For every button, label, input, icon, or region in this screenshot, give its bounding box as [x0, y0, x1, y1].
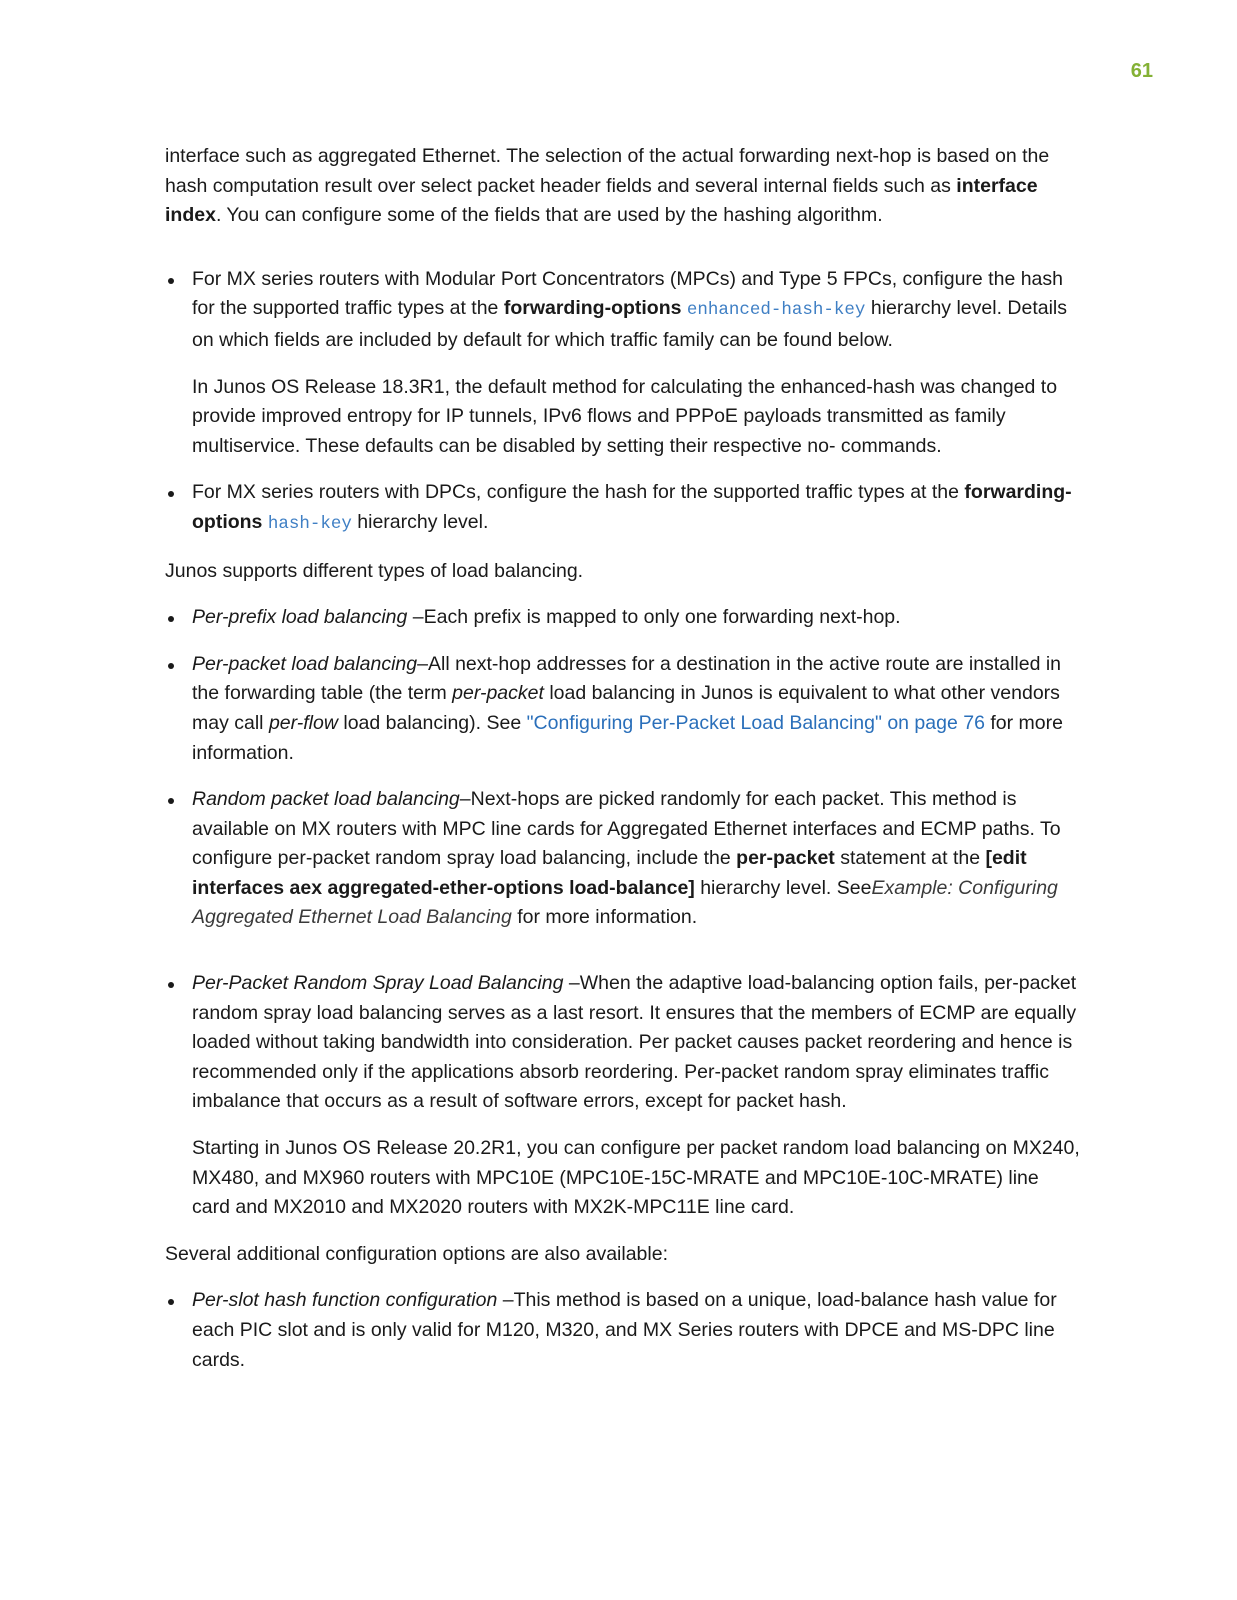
load-balancing-types-list	[165, 603, 1080, 1223]
page-content	[165, 142, 1080, 1392]
release-note-paragraph: In Junos OS Release 18.3R1, the default method for calculating the enhanced-hash was changed to provide improved entropy for IP tunnels, IPv6 flows and PPPoE payloads transmitted as family multiservice. These defaults can be disabled by setting their respective no- commands.	[192, 375, 1058, 457]
release-note-paragraph: Starting in Junos OS Release 20.2R1, you can configure per packet random load balancing on MX240, MX480, and MX960 routers with MPC10E (MPC10E-15C-MRATE and MPC10E-10C-MRATE) line card and MX2010 and MX2020 routers with MX2K-MPC11E line card.	[192, 1137, 1080, 1219]
list-item: Per-prefix load balancing –Each prefix is mapped to only one forwarding next-hop.	[165, 603, 1080, 633]
code-hash-key: hash-key	[267, 513, 352, 534]
list-item: For MX series routers with Modular Port Concentrators (MPCs) and Type 5 FPCs, configure the hash for the supported traffic types at the forwarding-options enhanced-hash-key hierarchy level. Details on which fields are included by default for which traffic family can be found below. In Junos OS Release 18.3R1, the default method for calculating the enhanced-hash was changed to provide improved entropy for IP tunnels, IPv6 flows and PPPoE payloads transmitted as family multiservice. These defaults can be disabled by setting their respective no- commands.	[165, 265, 1080, 462]
code-enhanced-hash-key: enhanced-hash-key	[686, 300, 866, 321]
aggregated-ethernet-reference[interactable]: Example: Configuring Aggregated Ethernet Load Balancing	[192, 876, 1058, 929]
list-item: Per-packet load balancing–All next-hop addresses for a destination in the active route are installed in the forwarding table (the term per-packet load balancing in Junos is equivalent to what other vendors may call per-flow load balancing). See "Configuring Per-Packet Load Balancing" on page 76 for more information.	[165, 650, 1080, 768]
per-packet-load-balancing-link[interactable]: "Configuring Per-Packet Load Balancing" on page 76	[526, 711, 985, 734]
list-item: Random packet load balancing–Next-hops are picked randomly for each packet. This method is available on MX routers with MPC line cards for Aggregated Ethernet interfaces and ECMP paths. To configure per-packet random spray load balancing, include the per-packet statement at the [edit interfaces aex aggregated-ether-options load-balance] hierarchy level. SeeExample: Configuring Aggregated Ethernet Load Balancing for more information.	[165, 785, 1080, 933]
intro-paragraph: interface such as aggregated Ethernet. The selection of the actual forwarding next-hop is based on the hash computation result over select packet header fields and several internal fields such as interface index. You can configure some of the fields that are used by the hashing algorithm.	[165, 145, 1050, 227]
additional-options-list	[165, 1286, 1080, 1375]
page-number: 61	[1130, 60, 1153, 82]
list-item: Per-Packet Random Spray Load Balancing –When the adaptive load-balancing option fails, per-packet random spray load balancing serves as a last resort. It ensures that the members of ECMP are equally loaded without taking bandwidth into consideration. Per packet causes packet reordering and hence is recommended only if the applications absorb reordering. Per-packet random spray eliminates traffic imbalance that occurs as a result of software errors, except for packet hash. Starting in Junos OS Release 20.2R1, you can configure per packet random load balancing on MX240, MX480, and MX960 routers with MPC10E (MPC10E-15C-MRATE and MPC10E-10C-MRATE) line card and MX2010 and MX2020 routers with MX2K-MPC11E line card.	[165, 969, 1080, 1223]
list-item: For MX series routers with DPCs, configure the hash for the supported traffic types at the forwarding-options hash-key hierarchy level.	[165, 478, 1080, 539]
hash-config-list	[165, 265, 1080, 540]
list-item: Per-slot hash function configuration –This method is based on a unique, load-balance hash value for each PIC slot and is only valid for M120, M320, and MX Series routers with DPCE and MS-DPC line cards.	[165, 1286, 1080, 1375]
types-intro-paragraph: Junos supports different types of load balancing.	[165, 559, 584, 582]
options-intro-paragraph: Several additional configuration options are also available:	[165, 1242, 668, 1265]
interface-index-term: interface index	[165, 174, 1038, 227]
